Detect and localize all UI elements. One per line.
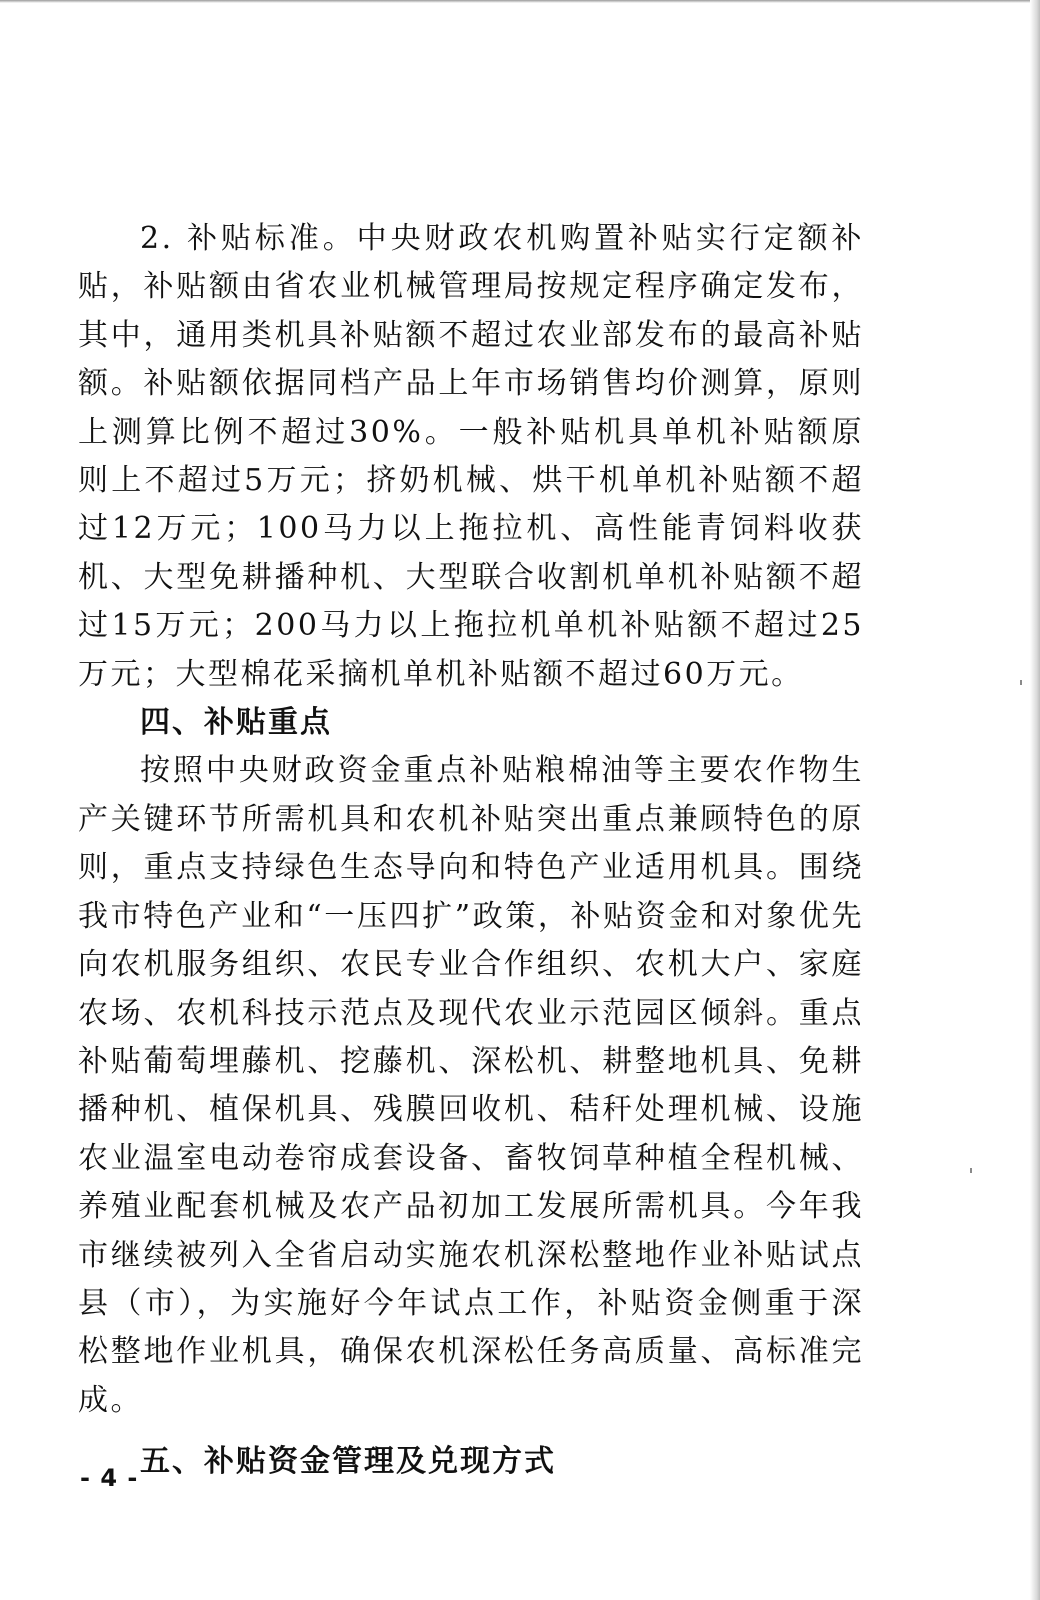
page-number: - 4 - [80,1464,139,1492]
scan-top-edge [0,0,1040,3]
subsidy-standard-paragraph: 2. 补贴标准。中央财政农机购置补贴实行定额补贴，补贴额由省农业机械管理局按规定程序确定发布，其中，通用类机具补贴额不超过农业部发布的最高补贴额。补贴额依据同档产品上年市场销售均价测算，原则上测算比例不超过30%。一般补贴机具单机补贴额原则上不超过5万元；挤奶机械、烘干机单机补贴额不超过12万元；100马力以上拖拉机、高性能青饲料收获机、大型免耕播种机、大型联合收割机单机补贴额不超过15万元；200马力以上拖拉机单机补贴额不超过25万元；大型棉花采摘机单机补贴额不超过60万元。 [78,221,864,692]
scan-speck [970,1168,972,1173]
subsidy-focus-paragraph: 按照中央财政资金重点补贴粮棉油等主要农作物生产关键环节所需机具和农机补贴突出重点兼顾特色的原则，重点支持绿色生态导向和特色产业适用机具。围绕我市特色产业和“一压四扩”政策，补贴资金和对象优先向农机服务组织、农民专业合作组织、农机大户、家庭农场、农机科技示范点及现代农业示范园区倾斜。重点补贴葡萄埋藤机、挖藤机、深松机、耕整地机具、免耕播种机、植保机具、残膜回收机、秸秆处理机械、设施农业温室电动卷帘成套设备、畜牧饲草种植全程机械、养殖业配套机械及农产品初加工发展所需机具。今年我市继续被列入全省启动实施农机深松整地作业补贴试点县（市），为实施好今年试点工作，补贴资金侧重于深松整地作业机具，确保农机深松任务高质量、高标准完成。 [78,753,864,1418]
scan-right-edge [1030,0,1040,1600]
scan-speck [1020,680,1022,685]
section-heading-fund-management: 五、补贴资金管理及兑现方式 [140,1444,556,1480]
document-body [78,215,864,1487]
section-heading-subsidy-focus: 四、补贴重点 [140,705,332,741]
